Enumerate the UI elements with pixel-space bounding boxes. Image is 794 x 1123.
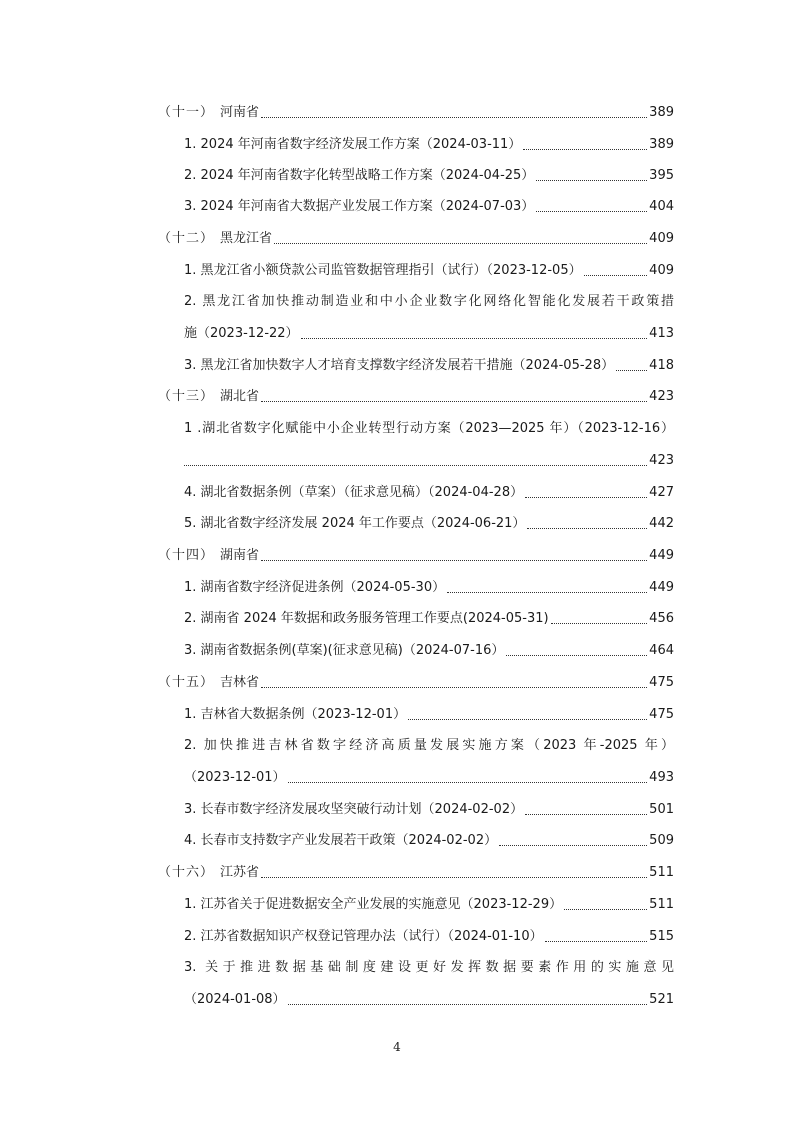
item-title: 2. 2024 年河南省数字化转型战略工作方案（2024-04-25） xyxy=(184,168,535,183)
dot-leader xyxy=(536,211,647,212)
page-ref: 389 xyxy=(649,105,674,120)
toc-item[interactable] xyxy=(184,800,674,820)
dot-leader xyxy=(274,243,647,244)
dot-leader xyxy=(288,1004,648,1005)
toc-item-line1[interactable] xyxy=(184,292,674,312)
section-number: （十五） xyxy=(158,675,215,690)
page-ref: 442 xyxy=(649,516,674,531)
toc-item[interactable] xyxy=(184,831,674,851)
item-title: 1 .湖北省数字化赋能中小企业转型行动方案（2023—2025 年）（2023-12-16） xyxy=(184,421,674,436)
page-ref: 515 xyxy=(649,929,674,944)
page-ref: 418 xyxy=(649,358,674,373)
section-number: （十一） xyxy=(158,105,215,120)
toc-item[interactable] xyxy=(184,641,674,661)
toc-item[interactable] xyxy=(184,356,674,376)
dot-leader xyxy=(499,845,647,846)
toc-section-hubei[interactable] xyxy=(158,387,674,407)
section-number: （十三） xyxy=(158,389,215,404)
toc-section-jilin[interactable] xyxy=(158,673,674,693)
section-number: （十四） xyxy=(158,548,215,563)
toc-section-hunan[interactable] xyxy=(158,546,674,566)
page-ref: 521 xyxy=(649,992,674,1007)
toc-item-line2[interactable] xyxy=(184,768,674,788)
item-title: 4. 湖北省数据条例（草案）（征求意见稿）（2024-04-28） xyxy=(184,485,524,500)
toc-item[interactable] xyxy=(184,705,674,725)
toc-section-heilongjiang[interactable] xyxy=(158,229,674,249)
item-title: 3. 关于推进数据基础制度建设更好发挥数据要素作用的实施意见 xyxy=(184,960,674,975)
item-title: 3. 湖南省数据条例(草案)(征求意见稿)（2024-07-16） xyxy=(184,643,505,658)
dot-leader xyxy=(506,655,647,656)
dot-leader xyxy=(536,180,647,181)
toc-item-line1[interactable] xyxy=(184,958,674,978)
dot-leader xyxy=(564,909,647,910)
page-ref: 404 xyxy=(649,199,674,214)
dot-leader xyxy=(551,623,648,624)
page-ref: 389 xyxy=(649,137,674,152)
page-ref: 413 xyxy=(649,326,674,341)
page-ref: 456 xyxy=(649,611,674,626)
page-ref: 464 xyxy=(649,643,674,658)
toc-item-line1[interactable] xyxy=(184,419,674,439)
dot-leader xyxy=(527,528,647,529)
toc-item-line2[interactable] xyxy=(184,451,674,471)
item-title: 2. 江苏省数据知识产权登记管理办法（试行）（2024-01-10） xyxy=(184,929,543,944)
dot-leader xyxy=(616,370,647,371)
page-ref: 509 xyxy=(649,833,674,848)
dot-leader xyxy=(408,719,647,720)
toc-item-line1[interactable] xyxy=(184,736,674,756)
item-title: 4. 长春市支持数字产业发展若干政策（2024-02-02） xyxy=(184,833,498,848)
page-ref: 423 xyxy=(649,389,674,404)
item-title: 2. 加快推进吉林省数字经济高质量发展实施方案（2023 年-2025 年） xyxy=(184,738,674,753)
section-name: 黑龙江省 xyxy=(220,231,273,246)
dot-leader xyxy=(261,401,647,402)
page-ref: 409 xyxy=(649,263,674,278)
section-number: （十六） xyxy=(158,865,215,880)
section-name: 湖南省 xyxy=(220,548,260,563)
page-ref: 501 xyxy=(649,802,674,817)
section-name: 河南省 xyxy=(220,105,260,120)
item-title: 1. 2024 年河南省数字经济发展工作方案（2024-03-11） xyxy=(184,137,522,152)
section-name: 吉林省 xyxy=(220,675,260,690)
dot-leader xyxy=(301,338,648,339)
item-title-cont: （2023-12-01） xyxy=(184,770,286,785)
toc-item-line2[interactable] xyxy=(158,324,674,344)
page-ref: 475 xyxy=(649,675,674,690)
section-name: 江苏省 xyxy=(220,865,260,880)
page-ref: 427 xyxy=(649,485,674,500)
page-ref: 409 xyxy=(649,231,674,246)
dot-leader xyxy=(447,592,647,593)
item-title: 2. 湖南省 2024 年数据和政务服务管理工作要点(2024-05-31) xyxy=(184,611,549,626)
item-title: 3. 长春市数字经济发展攻坚突破行动计划（2024-02-02） xyxy=(184,802,524,817)
toc-item[interactable] xyxy=(184,927,674,947)
page-number: 4 xyxy=(393,1040,401,1054)
dot-leader xyxy=(545,941,648,942)
dot-leader xyxy=(525,497,647,498)
toc-item[interactable] xyxy=(184,895,674,915)
dot-leader xyxy=(525,814,647,815)
dot-leader xyxy=(261,687,647,688)
page-ref: 423 xyxy=(649,453,674,468)
dot-leader xyxy=(261,877,647,878)
toc-item[interactable] xyxy=(184,514,674,534)
toc-item[interactable] xyxy=(184,578,674,598)
toc-section-henan[interactable] xyxy=(158,103,674,123)
toc-item-line2[interactable] xyxy=(184,990,674,1010)
item-title: 3. 黑龙江省加快数字人才培育支撑数字经济发展若干措施（2024-05-28） xyxy=(184,358,615,373)
page-ref: 449 xyxy=(649,580,674,595)
item-title: 5. 湖北省数字经济发展 2024 年工作要点（2024-06-21） xyxy=(184,516,526,531)
item-title: 1. 吉林省大数据条例（2023-12-01） xyxy=(184,707,407,722)
item-title: 1. 江苏省关于促进数据安全产业发展的实施意见（2023-12-29） xyxy=(184,897,563,912)
dot-leader xyxy=(523,149,647,150)
item-title: 1. 黑龙江省小额贷款公司监管数据管理指引（试行）（2023-12-05） xyxy=(184,263,582,278)
toc-section-jiangsu[interactable] xyxy=(158,863,674,883)
section-number: （十二） xyxy=(158,231,215,246)
item-title: 3. 2024 年河南省大数据产业发展工作方案（2024-07-03） xyxy=(184,199,535,214)
page-ref: 511 xyxy=(649,897,674,912)
dot-leader xyxy=(288,782,648,783)
item-title: 1. 湖南省数字经济促进条例（2024-05-30） xyxy=(184,580,446,595)
dot-leader xyxy=(184,465,647,466)
page-ref: 493 xyxy=(649,770,674,785)
toc-item[interactable] xyxy=(184,135,674,155)
page-ref: 475 xyxy=(649,707,674,722)
dot-leader xyxy=(261,560,647,561)
dot-leader xyxy=(261,117,647,118)
page-ref: 511 xyxy=(649,865,674,880)
item-title-cont: 施（2023-12-22） xyxy=(184,326,299,341)
toc-item[interactable] xyxy=(184,483,674,503)
section-name: 湖北省 xyxy=(220,389,260,404)
page-ref: 449 xyxy=(649,548,674,563)
toc-item[interactable] xyxy=(184,261,674,281)
dot-leader xyxy=(584,275,648,276)
item-title-cont: （2024-01-08） xyxy=(184,992,286,1007)
page-ref: 395 xyxy=(649,168,674,183)
toc-item[interactable] xyxy=(184,197,674,217)
toc-item[interactable] xyxy=(184,609,674,629)
toc-item[interactable] xyxy=(184,166,674,186)
item-title: 2. 黑龙江省加快推动制造业和中小企业数字化网络化智能化发展若干政策措 xyxy=(184,294,674,309)
